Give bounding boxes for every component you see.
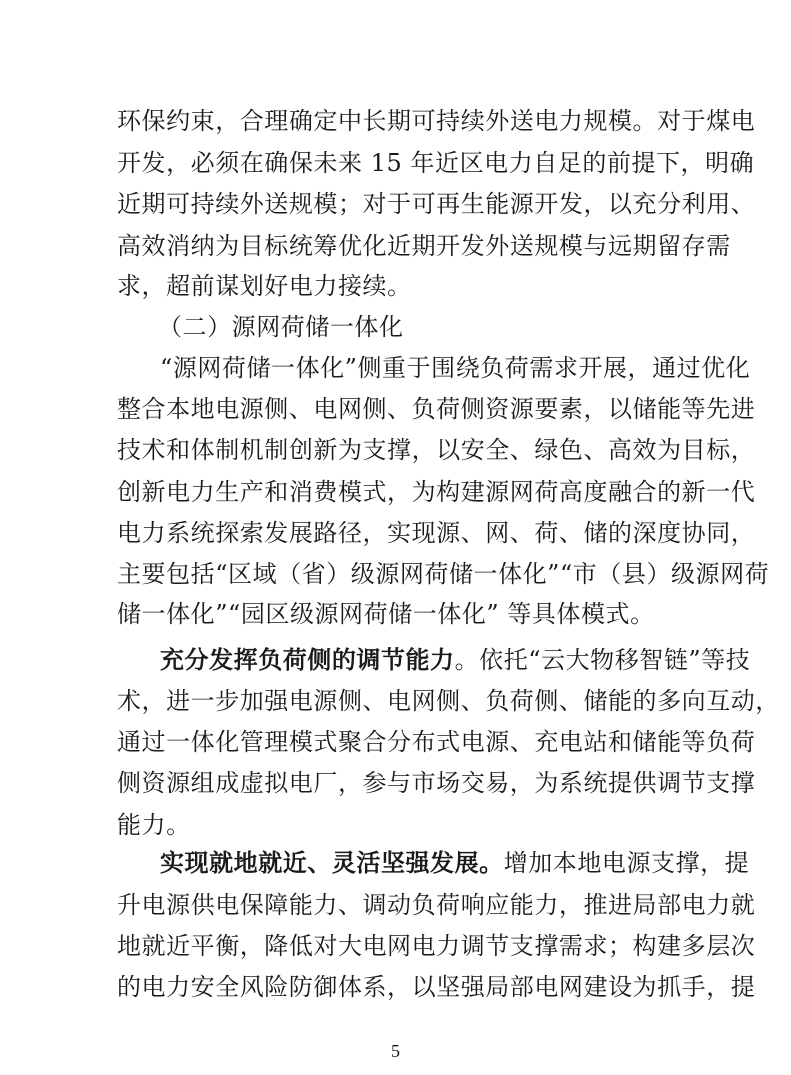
page-number: 5 bbox=[391, 1041, 400, 1061]
bold-lead-in: 实现就地就近、灵活坚强发展。 bbox=[160, 848, 504, 877]
text-line bbox=[117, 686, 780, 716]
line-text: 环保约束，合理确定中长期可持续外送电力规模。对于煤电 bbox=[117, 107, 756, 135]
line-text: “源网荷储一体化”侧重于围绕负荷需求开展，通过优化 bbox=[160, 354, 751, 382]
text-line bbox=[160, 848, 749, 878]
text-line bbox=[117, 931, 755, 961]
line-text: 地就近平衡，降低对大电网电力调节支撑需求；构建多层次 bbox=[117, 932, 756, 960]
text-line bbox=[117, 394, 755, 424]
line-text: 增加本地电源支撑，提 bbox=[503, 849, 750, 877]
line-text: 创新电力生产和消费模式，为构建源网荷高度融合的新一代 bbox=[117, 478, 756, 506]
text-line bbox=[117, 106, 755, 136]
text-line bbox=[117, 727, 755, 757]
line-text: 术，进一步加强电源侧、电网侧、负荷侧、储能的多向互动， bbox=[117, 687, 780, 715]
text-line bbox=[117, 435, 755, 465]
text-line bbox=[117, 768, 755, 798]
line-text: 储一体化”“园区级源网荷储一体化” 等具体模式。 bbox=[117, 600, 655, 628]
line-text: 技术和体制机制创新为支撑，以安全、绿色、高效为目标， bbox=[117, 436, 756, 464]
text-line bbox=[160, 645, 750, 675]
line-text: 近期可持续外送规模；对于可再生能源开发，以充分利用、 bbox=[117, 190, 756, 218]
line-text: 。依托“云大物移智链”等技 bbox=[454, 646, 751, 674]
text-line bbox=[117, 890, 755, 920]
line-text: 通过一体化管理模式聚合分布式电源、充电站和储能等负荷 bbox=[117, 728, 756, 756]
text-line bbox=[117, 148, 754, 178]
text-line bbox=[117, 477, 755, 507]
text-line bbox=[117, 231, 731, 261]
text-line bbox=[117, 810, 191, 840]
text-line bbox=[117, 599, 655, 629]
line-text: 的电力安全风险防御体系，以坚强局部电网建设为抓手，提 bbox=[117, 973, 756, 1001]
text-line bbox=[117, 271, 412, 301]
line-text: 主要包括“区域（省）级源网荷储一体化”“市（县）级源网荷 bbox=[117, 560, 770, 588]
line-text: （二）源网荷储一体化 bbox=[158, 313, 404, 341]
bold-lead-in: 充分发挥负荷侧的调节能力 bbox=[160, 645, 455, 674]
line-text: 整合本地电源侧、电网侧、负荷侧资源要素，以储能等先进 bbox=[117, 395, 756, 423]
line-text: 电力系统探索发展路径，实现源、网、荷、储的深度协同， bbox=[117, 519, 756, 547]
line-text: 求，超前谋划好电力接续。 bbox=[117, 272, 412, 300]
line-text: 开发，必须在确保未来 15 年近区电力自足的前提下，明确 bbox=[117, 149, 755, 177]
line-text: 侧资源组成虚拟电厂，参与市场交易，为系统提供调节支撑 bbox=[117, 769, 756, 797]
text-line bbox=[117, 518, 755, 548]
text-line bbox=[117, 559, 769, 589]
text-line bbox=[160, 353, 750, 383]
text-line bbox=[117, 972, 755, 1002]
section-heading bbox=[158, 312, 404, 342]
line-text: 能力。 bbox=[117, 811, 191, 839]
line-text: 升电源供电保障能力、调动负荷响应能力，推进局部电力就 bbox=[117, 891, 756, 919]
line-text: 高效消纳为目标统筹优化近期开发外送规模与远期留存需 bbox=[117, 232, 731, 260]
text-line bbox=[117, 189, 755, 219]
